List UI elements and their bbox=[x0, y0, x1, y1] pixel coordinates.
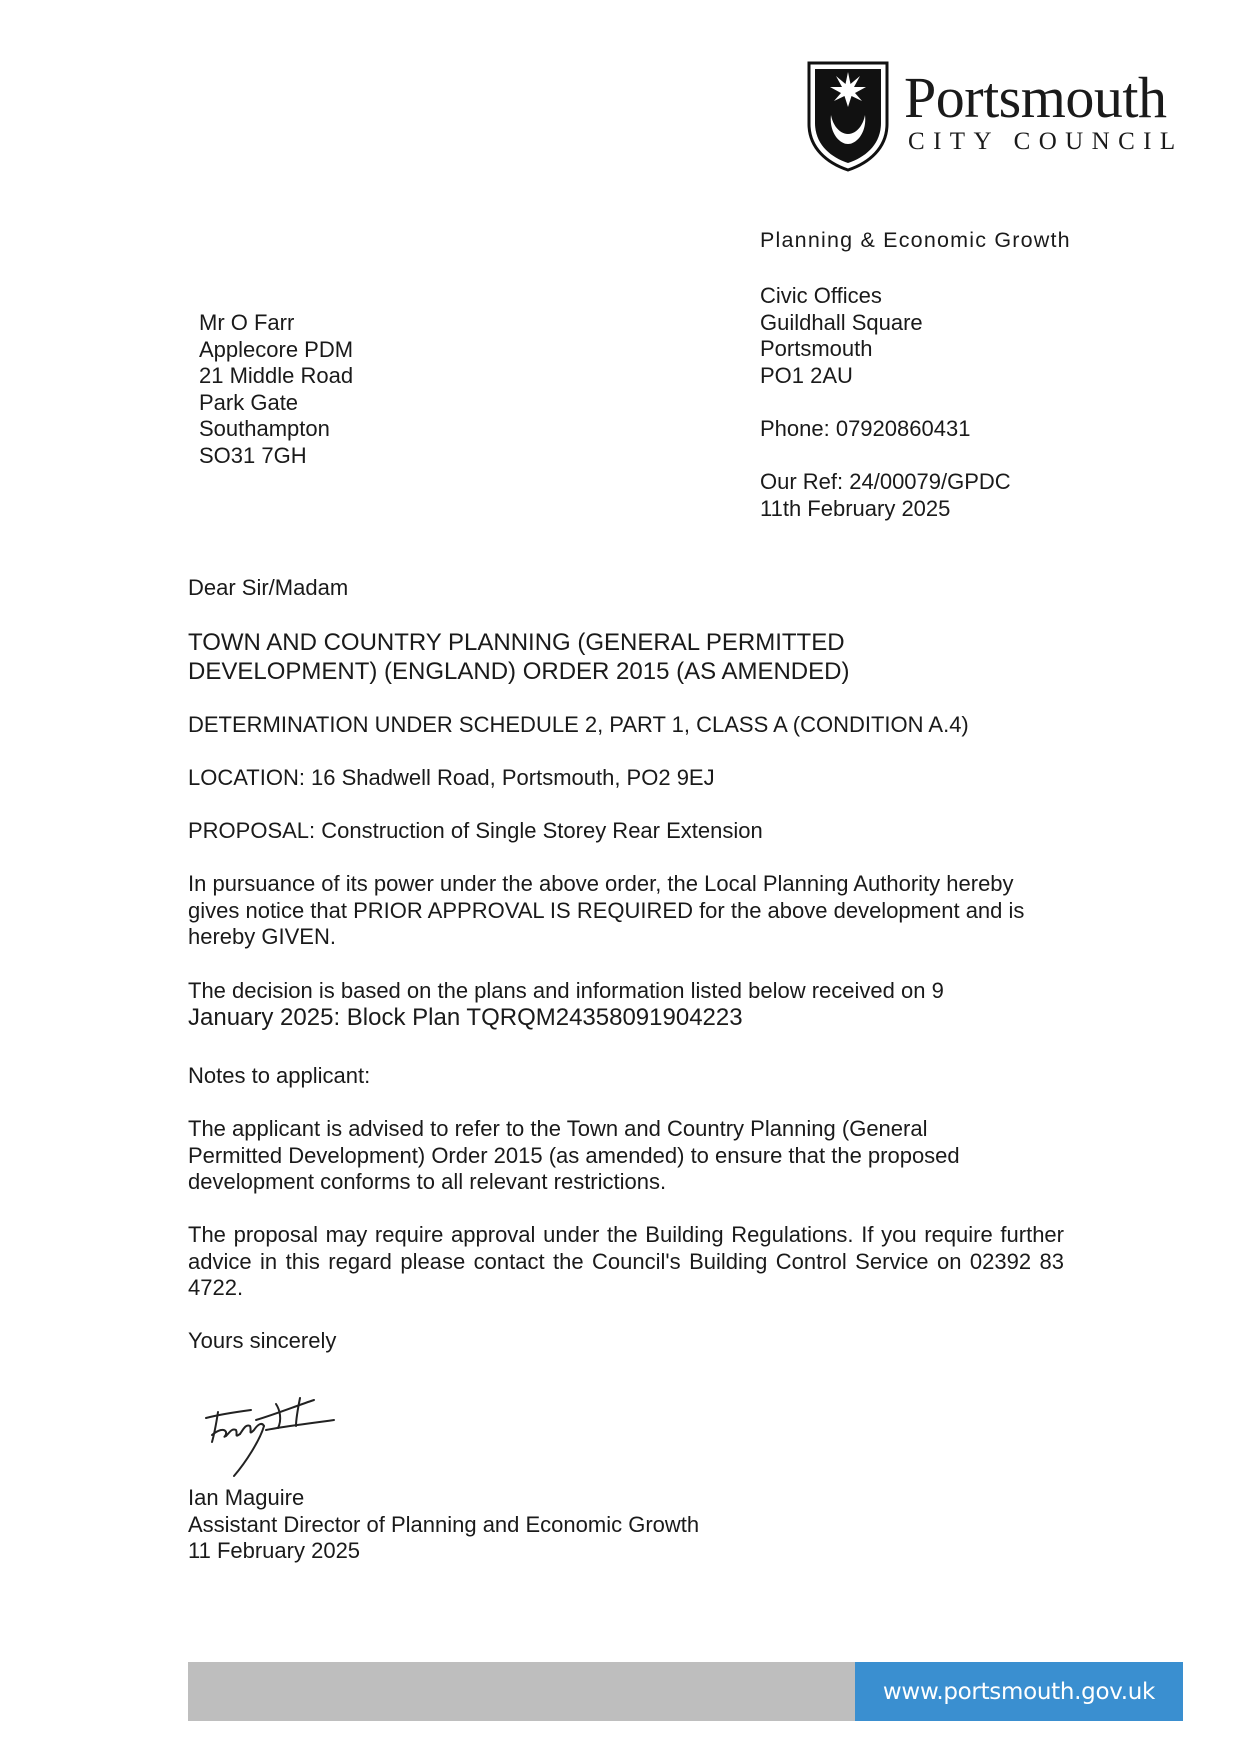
approval-paragraph: In pursuance of its power under the above order, the Local Planning Authority hereby gives notice that PRIOR APPROVAL IS REQUIRED for the above development and is hereby GIVEN. bbox=[188, 871, 1025, 949]
signatory-block bbox=[188, 1485, 699, 1565]
order-title: TOWN AND COUNTRY PLANNING (GENERAL PERMITTED DEVELOPMENT) (ENGLAND) ORDER 2015 (AS AMENDED) bbox=[188, 629, 850, 685]
sender-address bbox=[760, 283, 923, 389]
council-logo bbox=[806, 60, 1184, 172]
recipient-address bbox=[199, 310, 353, 469]
decision-intro: The decision is based on the plans and information listed below received on 9 bbox=[188, 978, 944, 1003]
recipient-line: Mr O Farr bbox=[199, 310, 295, 335]
address-line: Guildhall Square bbox=[760, 309, 923, 335]
location-line: LOCATION: 16 Shadwell Road, Portsmouth, PO2 9EJ bbox=[188, 765, 715, 790]
recipient-line: Applecore PDM bbox=[199, 336, 354, 362]
signatory-title: Assistant Director of Planning and Economic Growth bbox=[188, 1511, 700, 1537]
sender-department: Planning & Economic Growth bbox=[760, 228, 1071, 252]
sender-phone: Phone: 07920860431 bbox=[760, 416, 971, 441]
logo-subtitle: CITY COUNCIL bbox=[908, 128, 1184, 155]
decision-paragraph bbox=[188, 978, 1058, 1031]
signatory-date: 11 February 2025 bbox=[188, 1538, 361, 1563]
recipient-line: Park Gate bbox=[199, 389, 299, 415]
decision-plans: January 2025: Block Plan TQRQM24358091904223 bbox=[188, 1003, 743, 1031]
recipient-line: 21 Middle Road bbox=[199, 363, 354, 388]
closing-line: Yours sincerely bbox=[188, 1328, 337, 1353]
recipient-line: SO31 7GH bbox=[199, 442, 307, 468]
address-line: PO1 2AU bbox=[760, 362, 853, 388]
advice-paragraph-gpdo: The applicant is advised to refer to the Town and Country Planning (General Permitted Development) Order 2015 (as amended) to ensure that the proposed development conforms to all relevant restrictions. bbox=[188, 1116, 960, 1194]
signatory-name: Ian Maguire bbox=[188, 1485, 305, 1510]
advice-paragraph-building-regs: The proposal may require approval under the Building Regulations. If you require further advice in this regard please contact the Council's Building Control Service on 02392 83 4722. bbox=[188, 1222, 1064, 1300]
address-line: Portsmouth bbox=[760, 336, 873, 361]
salutation: Dear Sir/Madam bbox=[188, 575, 349, 600]
notes-heading: Notes to applicant: bbox=[188, 1063, 371, 1088]
proposal-line: PROPOSAL: Construction of Single Storey Rear Extension bbox=[188, 818, 763, 843]
address-line: Civic Offices bbox=[760, 283, 882, 308]
logo-name: Portsmouth bbox=[904, 65, 1167, 130]
letter-date: 11th February 2025 bbox=[760, 495, 951, 521]
signature-image bbox=[196, 1380, 346, 1480]
reference-block bbox=[760, 469, 1011, 522]
footer-bar bbox=[188, 1662, 1183, 1721]
crest-icon bbox=[806, 60, 890, 172]
recipient-line: Southampton bbox=[199, 416, 330, 441]
website-link[interactable]: www.portsmouth.gov.uk bbox=[855, 1662, 1183, 1721]
determination-heading: DETERMINATION UNDER SCHEDULE 2, PART 1, CLASS A (CONDITION A.4) bbox=[188, 712, 969, 737]
reference-number: Our Ref: 24/00079/GPDC bbox=[760, 469, 1011, 494]
